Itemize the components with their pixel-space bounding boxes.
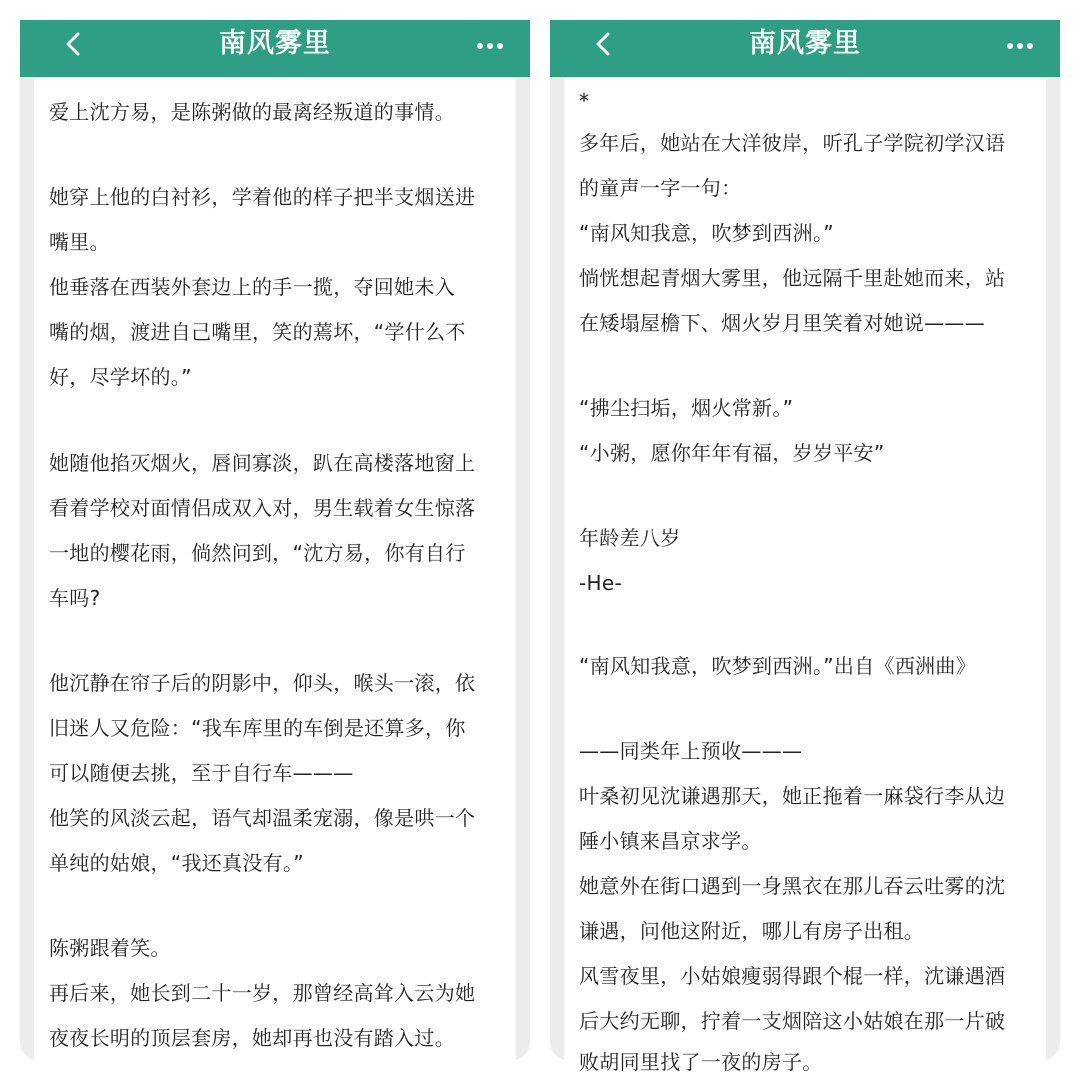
right-text-page[interactable] [564, 77, 1046, 1074]
text-line: 夜夜长明的顶层套房，她却再也没有踏入过。 [49, 1026, 455, 1050]
left-text-page[interactable] [34, 77, 516, 1060]
text-line: 看着学校对面情侣成双入对，男生载着女生惊落 [49, 496, 476, 520]
text-line: 好，尽学坏的。” [49, 365, 192, 389]
text-line: 她随他掐灭烟火，唇间寡淡，趴在高楼落地窗上 [49, 451, 476, 475]
right-reader-panel [550, 20, 1060, 1074]
text-line: 惝恍想起青烟大雾里，他远隔千里赴她而来，站 [579, 266, 1006, 290]
text-line: 陲小镇来昌京求学。 [579, 829, 762, 853]
text-line: 陈粥跟着笑。 [49, 936, 171, 960]
text-line: 叶桑初见沈谦遇那天，她正拖着一麻袋行李从边 [579, 784, 1006, 808]
text-line: “小粥，愿你年年有福，岁岁平安” [579, 441, 885, 465]
text-line: 的童声一字一句： [579, 176, 742, 200]
text-line: 一地的樱花雨，倘然问到，“沈方易，你有自行 [49, 541, 466, 565]
text-line: 年龄差八岁 [579, 526, 681, 550]
text-line: 后大约无聊，拧着一支烟陪这小姑娘在那一片破 [579, 1009, 1006, 1033]
text-line: “南风知我意，吹梦到西洲。”出自《西洲曲》 [579, 654, 977, 678]
more-options-icon[interactable] [1004, 36, 1036, 56]
text-line: 她穿上他的白衬衫，学着他的样子把半支烟送进 [49, 185, 476, 209]
text-line: 他垂落在西装外套边上的手一揽，夺回她未入 [49, 275, 455, 299]
text-line: 嘴里。 [49, 230, 110, 254]
text-line-cutoff: 败胡同里找了一夜的房子。 [579, 1050, 823, 1074]
text-line: 单纯的姑娘，“我还真没有。” [49, 851, 304, 875]
text-line: “拂尘扫垢，烟火常新。” [579, 396, 794, 420]
text-line: 他沉静在帘子后的阴影中，仰头，喉头一滚，依 [49, 671, 476, 695]
text-line: 再后来，她长到二十一岁，那曾经高耸入云为她 [49, 981, 476, 1005]
text-line: ——同类年上预收——— [579, 739, 803, 763]
book-title: 南风雾里 [219, 28, 331, 59]
text-line: 谦遇，问他这附近，哪儿有房子出租。 [579, 919, 925, 943]
text-line: -He- [579, 571, 622, 595]
text-line: 风雪夜里，小姑娘瘦弱得跟个棍一样，沈谦遇酒 [579, 964, 1006, 988]
text-line: 她意外在街口遇到一身黑衣在那儿吞云吐雾的沈 [579, 874, 1006, 898]
book-title: 南风雾里 [749, 28, 861, 59]
text-line: 可以随便去挑，至于自行车——— [49, 761, 354, 785]
text-line: 他笑的风淡云起，语气却温柔宠溺，像是哄一个 [49, 806, 476, 830]
text-line: 爱上沈方易，是陈粥做的最离经叛道的事情。 [49, 100, 455, 124]
left-header-bar [20, 20, 530, 77]
text-line: 车吗? [49, 586, 101, 610]
right-header-bar [550, 20, 1060, 77]
text-line: 多年后，她站在大洋彼岸，听孔子学院初学汉语 [579, 131, 1006, 155]
text-line: 嘴的烟，渡进自己嘴里，笑的蔫坏，“学什么不 [49, 320, 466, 344]
text-line: * [579, 89, 590, 113]
left-reader-panel [20, 20, 530, 1060]
text-line: 旧迷人又危险：“我车库里的车倒是还算多，你 [49, 716, 466, 740]
text-line: 在矮塌屋檐下、烟火岁月里笑着对她说——— [579, 311, 985, 335]
more-options-icon[interactable] [474, 36, 506, 56]
text-line: “南风知我意，吹梦到西洲。” [579, 221, 834, 245]
